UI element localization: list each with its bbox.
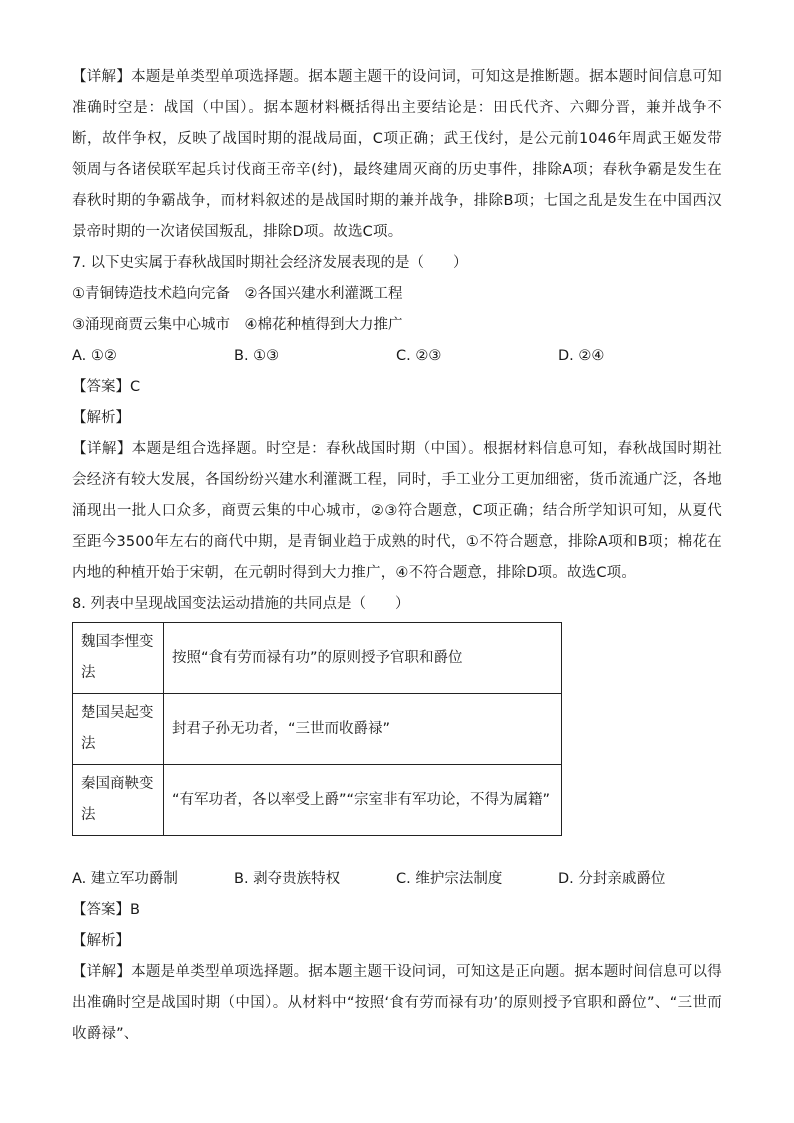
q8-stem: 8. 列表中呈现战国变法运动措施的共同点是（ ） [72,596,410,612]
q7-items-line-1: ①青铜铸造技术趋向完备 ②各国兴建水利灌溉工程 [72,286,403,302]
q8-option-d: D. 分封亲戚爵位 [558,871,666,887]
table-row [73,623,562,694]
q8-options [72,864,722,895]
document-page [72,62,722,1050]
q8-option-b: B. 剥夺贵族特权 [234,871,341,887]
table-cell-state: 秦国商鞅变法 [73,765,164,836]
q8-option-c: C. 维护宗法制度 [396,871,503,887]
q7-option-c: C. ②③ [396,348,442,364]
q7-stem: 7. 以下史实属于春秋战国时期社会经济发展表现的是（ ） [72,255,468,271]
table-cell-measure: 按照“食有劳而禄有功”的原则授予官职和爵位 [164,623,562,694]
q7-items-line-2: ③涌现商贾云集中心城市 ④棉花种植得到大力推广 [72,317,403,333]
q6-detail-paragraph: 【详解】本题是单类型单项选择题。据本题主题干的设问词，可知这是推断题。据本题时间信息可知准确时空是：战国（中国）。据本题材料概括得出主要结论是：田氏代齐、六卿分晋，兼并战争不断，故伴争权，反映了战国时期的混战局面，C项正确；武王伐纣，是公元前1046年周武王姬发带领周与各诸侯联军起兵讨伐商王帝辛(纣)，最终建周灭商的历史事件，排除A项；春秋争霸是发生在春秋时期的争霸战争，而材料叙述的是战国时期的兼并战争，排除B项；七国之乱是发生在中国西汉景帝时期的一次诸侯国叛乱，排除D项。故选C项。 [72,69,722,240]
table-cell-measure: 封君子孙无功者，“三世而收爵禄” [164,694,562,765]
table-cell-state: 楚国吴起变法 [73,694,164,765]
table-row [73,694,562,765]
table-row [73,765,562,836]
table-cell-state: 魏国李悝变法 [73,623,164,694]
q7-analysis-label: 【解析】 [72,410,130,426]
q8-analysis-label: 【解析】 [72,933,130,949]
q7-option-b: B. ①③ [234,348,280,364]
q8-option-a: A. 建立军功爵制 [72,871,178,887]
q7-option-a: A. ①② [72,348,117,364]
table-cell-measure: “有军功者，各以率受上爵”“宗室非有军功论，不得为属籍” [164,765,562,836]
q8-answer: 【答案】B [72,902,140,918]
q7-detail-paragraph: 【详解】本题是组合选择题。时空是：春秋战国时期（中国）。根据材料信息可知，春秋战国时期社会经济有较大发展，各国纷纷兴建水利灌溉工程，同时，手工业分工更加细密，货币流通广泛，各地涌现出一批人口众多，商贾云集的中心城市，②③符合题意，C项正确；结合所学知识可知，从夏代至距今3500年左右的商代中期，是青铜业趋于成熟的时代，①不符合题意，排除A项和B项；棉花在内地的种植开始于宋朝，在元朝时得到大力推广，④不符合题意，排除D项。故选C项。 [72,441,722,581]
q7-option-d: D. ②④ [558,348,605,364]
q7-options [72,341,722,372]
reform-table [72,622,562,836]
q7-answer: 【答案】C [72,379,141,395]
q8-detail-paragraph: 【详解】本题是单类型单项选择题。据本题主题干设问词，可知这是正向题。据本题时间信息可以得出准确时空是战国时期（中国）。从材料中“按照‘食有劳而禄有功’的原则授予官职和爵位”、“三世而收爵禄”、 [72,964,722,1042]
